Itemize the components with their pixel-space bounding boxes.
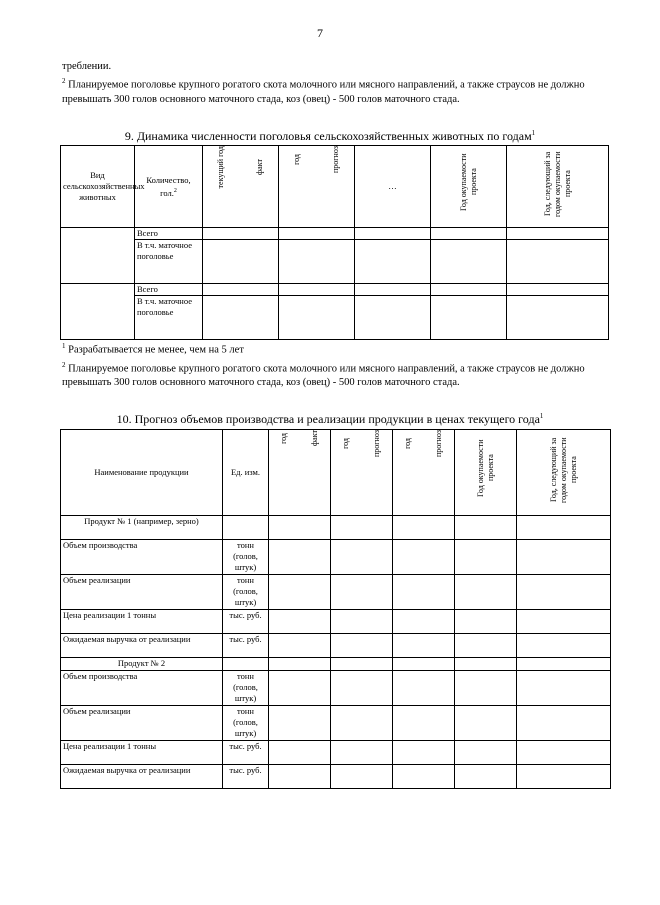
header-forecast-year xyxy=(279,146,355,228)
product-1-title: Продукт № 1 (например, зерно) xyxy=(61,516,223,540)
animal-type-cell xyxy=(61,284,135,340)
row-label-total: Всего xyxy=(135,284,203,296)
intro-footnote xyxy=(62,74,610,107)
fact-label: факт xyxy=(254,159,264,176)
table9 xyxy=(60,145,609,340)
row-expected-revenue: Ожидаемая выручка от реализации xyxy=(61,634,223,658)
forecast-label: прогноз xyxy=(330,146,340,174)
table10-title: 10. Прогноз объемов производства и реализации продукции в ценах текущего года$^1$ xyxy=(116,412,544,426)
intro-line: треблении. xyxy=(62,61,112,72)
unit-cell: тонн (голов, штук) xyxy=(223,706,269,741)
row-label-breeding: В т.ч. маточное поголовье xyxy=(135,296,203,340)
footnote-text: Планируемое поголовье крупного рогатого скота молочного или мясного направлений, а также страусов не должно превышать 300 голов основного маточного стада, коз (овец) - 500 голов маточного стада. xyxy=(62,79,585,105)
header-ellipsis: … xyxy=(355,146,431,228)
header-product-name: Наименование продукции xyxy=(61,430,223,516)
header-payback-year: Год окупаемости проекта xyxy=(455,430,517,516)
table9-title: 9. Динамика численности поголовья сельскохозяйственных животных по годам$^1$ xyxy=(124,129,536,143)
footnote-mark: 2 xyxy=(62,77,66,85)
header-next-year: Год, следующий за годом окупаемости проекта xyxy=(517,430,611,516)
unit-cell: тыс. руб. xyxy=(223,634,269,658)
header-quantity: Количество, гол.$^2$ xyxy=(135,146,203,228)
header-next-year: Год, следующий за годом окупаемости проекта xyxy=(507,146,609,228)
header-year-fact: год факт xyxy=(269,430,331,516)
footnote-2: $^2$ Планируемое поголовье крупного рогатого скота молочного или мясного направлений, а также страусов не должно превышать 300 голов основного маточного стада, коз (овец) - 500 голов маточного стада. xyxy=(62,360,585,388)
page-number: 7 xyxy=(317,26,323,40)
row-label-breeding: В т.ч. маточное поголовье xyxy=(135,240,203,284)
year-label: год xyxy=(292,154,302,165)
header-current-year xyxy=(203,146,279,228)
header-animal-type: Вид сельскохозяйственных животных xyxy=(61,146,135,228)
footnote-1: $^1$ Разрабатывается не менее, чем на 5 лет xyxy=(62,342,244,356)
unit-cell: тыс. руб. xyxy=(223,741,269,765)
unit-cell: тонн (голов, штук) xyxy=(223,575,269,610)
unit-cell: тонн (голов, штук) xyxy=(223,540,269,575)
current-year-label: текущий год xyxy=(216,146,226,189)
unit-cell: тыс. руб. xyxy=(223,610,269,634)
header-year-forecast: год прогноз xyxy=(393,430,455,516)
row-production-volume: Объем производства xyxy=(61,540,223,575)
footnotes-block xyxy=(62,339,610,390)
table10 xyxy=(60,429,611,789)
header-year-forecast: год прогноз xyxy=(331,430,393,516)
row-sales-volume: Объем реализации xyxy=(61,706,223,741)
row-expected-revenue: Ожидаемая выручка от реализации xyxy=(61,765,223,789)
unit-cell: тыс. руб. xyxy=(223,765,269,789)
row-unit-price: Цена реализации 1 тонны xyxy=(61,610,223,634)
row-production-volume: Объем производства xyxy=(61,671,223,706)
product-2-title: Продукт № 2 xyxy=(61,658,223,671)
intro-paragraph xyxy=(62,60,610,107)
row-unit-price: Цена реализации 1 тонны xyxy=(61,741,223,765)
row-sales-volume: Объем реализации xyxy=(61,575,223,610)
unit-cell: тонн (голов, штук) xyxy=(223,671,269,706)
row-label-total: Всего xyxy=(135,228,203,240)
animal-type-cell xyxy=(61,228,135,284)
header-payback-year: Год окупаемости проекта xyxy=(431,146,507,228)
header-unit: Ед. изм. xyxy=(223,430,269,516)
